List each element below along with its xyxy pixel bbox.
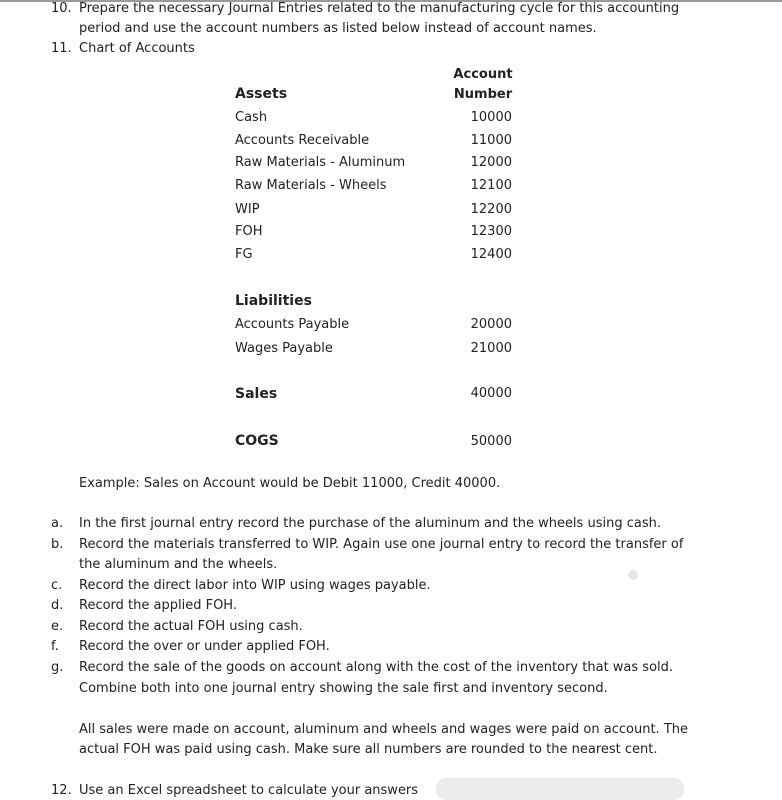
- subitem-letter: b.: [51, 537, 64, 552]
- subitem-letter: g.: [51, 660, 64, 675]
- subitem-letter: e.: [51, 619, 64, 634]
- subitem-text: Record the direct labor into WIP using wages payable.: [79, 578, 431, 593]
- subitem-text: In the first journal entry record the purchase of the aluminum and the wheels using cash.: [79, 516, 661, 531]
- account-name: WIP: [235, 202, 260, 217]
- item-10-line-2: period and use the account numbers as listed below instead of account names.: [79, 21, 597, 36]
- subitem-text: Record the actual FOH using cash.: [79, 619, 303, 634]
- account-name: Raw Materials - Aluminum: [235, 155, 406, 170]
- subitem-letter: c.: [51, 578, 63, 593]
- subitem-text: Combine both into one journal entry showing the sale first and inventory second.: [79, 681, 608, 696]
- account-number: 12400: [470, 247, 512, 262]
- account-name: Accounts Payable: [235, 317, 350, 332]
- subitem-text: Record the sale of the goods on account along with the cost of the inventory that was sold.: [79, 660, 674, 675]
- account-number: 21000: [470, 341, 512, 356]
- account-header-line-1: Account: [453, 67, 513, 82]
- scan-artifact: [628, 570, 638, 580]
- subitem-letter: a.: [51, 516, 64, 531]
- item-11-text: Chart of Accounts: [79, 41, 195, 56]
- subitem-letter: d.: [51, 598, 64, 613]
- account-number: 12200: [470, 202, 512, 217]
- item-10-number: 10.: [51, 1, 72, 16]
- subitem-letter: f.: [51, 639, 59, 654]
- account-number: 20000: [470, 317, 512, 332]
- note-line-1: All sales were made on account, aluminum and wheels and wages were paid on account. The: [79, 722, 688, 737]
- account-name: Accounts Receivable: [235, 133, 370, 148]
- cogs-title: COGS: [235, 433, 279, 449]
- account-number: 12300: [470, 224, 512, 239]
- account-number: 12000: [470, 155, 512, 170]
- account-name: FOH: [235, 224, 263, 239]
- account-header-line-2: Number: [453, 87, 513, 102]
- subitem-text: the aluminum and the wheels.: [79, 557, 278, 572]
- account-number: 12100: [470, 178, 512, 193]
- sales-title: Sales: [235, 386, 278, 402]
- account-name: Wages Payable: [235, 341, 333, 356]
- liabilities-title: Liabilities: [235, 293, 312, 309]
- assets-title: Assets: [235, 86, 288, 102]
- cogs-number: 50000: [470, 434, 512, 449]
- item-12-number: 12.: [51, 783, 72, 798]
- account-number: 10000: [470, 110, 512, 125]
- account-name: Raw Materials - Wheels: [235, 178, 387, 193]
- subitem-text: Record the applied FOH.: [79, 598, 237, 613]
- redaction-smudge: [436, 778, 684, 800]
- item-11-number: 11.: [51, 41, 72, 56]
- account-name: FG: [235, 247, 253, 262]
- account-number: 11000: [470, 133, 512, 148]
- sales-number: 40000: [470, 386, 512, 401]
- item-10-line-1: Prepare the necessary Journal Entries related to the manufacturing cycle for this accounting: [79, 1, 680, 16]
- subitem-text: Record the over or under applied FOH.: [79, 639, 330, 654]
- subitem-text: Record the materials transferred to WIP. Again use one journal entry to record the transfer of: [79, 537, 684, 552]
- item-12-text: Use an Excel spreadsheet to calculate your answers: [79, 783, 419, 798]
- example-text: Example: Sales on Account would be Debit 11000, Credit 40000.: [79, 476, 501, 491]
- note-line-2: actual FOH was paid using cash. Make sure all numbers are rounded to the nearest cent.: [79, 742, 658, 757]
- account-name: Cash: [235, 110, 268, 125]
